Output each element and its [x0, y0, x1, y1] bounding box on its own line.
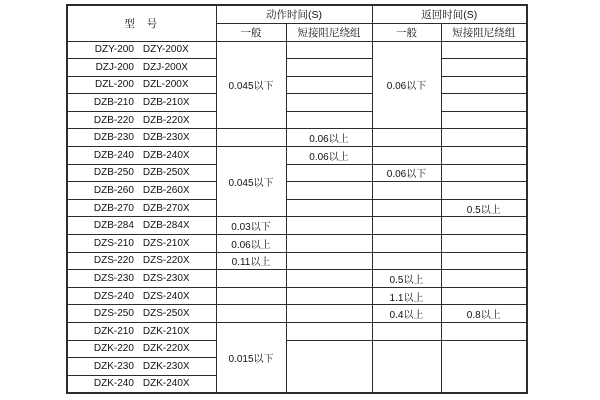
model-name-x: DZS-230X: [142, 273, 190, 285]
model-name-x: DZK-210X: [142, 325, 190, 337]
action-damping-cell: [286, 41, 372, 59]
return-damping-cell: [441, 323, 527, 341]
model-name: DZK-220: [93, 343, 134, 355]
action-general-merged-cell: 0.015以下: [216, 323, 286, 393]
model-name: DZB-220: [93, 114, 134, 126]
model-cell: [67, 111, 216, 129]
action-general-cell: [216, 270, 286, 288]
model-cell: [67, 94, 216, 112]
model-name: DZB-260: [93, 185, 134, 197]
table-body: [67, 41, 527, 393]
return-general-header: 一般: [372, 23, 441, 41]
action-general-cell: 0.06以上: [216, 235, 286, 253]
return-damping-cell: [441, 94, 527, 112]
header-row-1: [67, 5, 527, 23]
return-damping-cell: [441, 164, 527, 182]
action-damping-cell: [286, 287, 372, 305]
table-row: [67, 305, 527, 323]
model-cell: [67, 59, 216, 77]
model-name-x: DZS-220X: [142, 255, 190, 267]
action-damping-merged-cell: [286, 340, 372, 393]
table-row: [67, 182, 527, 200]
action-damping-cell: [286, 235, 372, 253]
model-name: DZS-240: [93, 290, 134, 302]
return-damping-cell: [441, 252, 527, 270]
action-damping-cell: [286, 217, 372, 235]
table-row: [67, 252, 527, 270]
table-row: [67, 94, 527, 112]
action-damping-cell: [286, 199, 372, 217]
return-damping-merged-cell: [441, 340, 527, 393]
model-cell: [67, 76, 216, 94]
model-name-x: DZK-220X: [142, 343, 190, 355]
return-damping-cell: [441, 59, 527, 77]
model-name: DZS-220: [93, 255, 134, 267]
return-time-header: 返回时间(S): [372, 5, 527, 23]
action-general-merged-cell: 0.045以下: [216, 147, 286, 217]
action-general-cell: 0.11以上: [216, 252, 286, 270]
return-general-merged-cell: 0.06以下: [372, 41, 441, 129]
model-name: DZB-270: [93, 202, 134, 214]
action-general-cell: [216, 305, 286, 323]
return-general-cell: 0.06以下: [372, 164, 441, 182]
return-damping-cell: [441, 111, 527, 129]
return-damping-cell: 0.5以上: [441, 199, 527, 217]
action-damping-cell: [286, 76, 372, 94]
model-name-x: DZB-240X: [142, 149, 190, 161]
model-cell: [67, 375, 216, 393]
model-name: DZS-230: [93, 273, 134, 285]
table-header: [67, 5, 527, 41]
model-cell: [67, 164, 216, 182]
model-name-x: DZS-250X: [142, 308, 190, 320]
relay-spec-table: [66, 4, 528, 394]
return-general-cell: 0.5以上: [372, 270, 441, 288]
return-damping-cell: [441, 76, 527, 94]
table-row: [67, 129, 527, 147]
model-cell: [67, 129, 216, 147]
action-damping-cell: [286, 111, 372, 129]
model-name-x: DZB-284X: [142, 220, 190, 232]
action-general-cell: 0.03以下: [216, 217, 286, 235]
model-cell: [67, 305, 216, 323]
model-name: DZL-200: [95, 79, 134, 91]
return-damping-cell: [441, 270, 527, 288]
model-name-x: DZY-200X: [142, 44, 189, 56]
table-row: [67, 199, 527, 217]
table-row: [67, 340, 527, 358]
table-row: [67, 235, 527, 253]
model-name: DZJ-200: [95, 61, 134, 73]
model-name-x: DZS-210X: [142, 237, 190, 249]
model-name: DZB-230: [93, 132, 134, 144]
return-general-cell: [372, 129, 441, 147]
action-damping-cell: [286, 59, 372, 77]
action-general-cell: [216, 129, 286, 147]
model-name: DZB-210: [93, 97, 134, 109]
return-damping-cell: [441, 147, 527, 165]
table-row: [67, 76, 527, 94]
model-cell: [67, 323, 216, 341]
model-name-x: DZB-220X: [142, 114, 190, 126]
action-damping-cell: [286, 305, 372, 323]
action-general-cell: [216, 287, 286, 305]
model-name-x: DZL-200X: [142, 79, 189, 91]
model-cell: [67, 270, 216, 288]
model-name-x: DZB-270X: [142, 202, 190, 214]
model-name: DZK-210: [93, 325, 134, 337]
model-name: DZK-230: [93, 360, 134, 372]
action-damping-cell: [286, 252, 372, 270]
return-general-cell: 0.4以上: [372, 305, 441, 323]
return-damping-cell: [441, 129, 527, 147]
model-name: DZY-200: [94, 44, 134, 56]
action-damping-cell: [286, 323, 372, 341]
return-damping-cell: [441, 182, 527, 200]
model-cell: [67, 182, 216, 200]
return-general-cell: [372, 217, 441, 235]
action-damping-header: 短接阻尼绕组: [286, 23, 372, 41]
action-damping-cell: [286, 182, 372, 200]
table-row: [67, 59, 527, 77]
return-damping-header: 短接阻尼绕组: [441, 23, 527, 41]
return-damping-cell: 0.8以上: [441, 305, 527, 323]
model-name: DZS-250: [93, 308, 134, 320]
model-name: DZS-210: [93, 237, 134, 249]
return-general-cell: [372, 199, 441, 217]
table-row: [67, 111, 527, 129]
table-row: [67, 323, 527, 341]
action-damping-cell: [286, 270, 372, 288]
return-general-merged-cell: [372, 340, 441, 393]
table-row: [67, 164, 527, 182]
model-cell: [67, 199, 216, 217]
model-cell: [67, 358, 216, 376]
model-name-x: DZB-260X: [142, 185, 190, 197]
model-name-x: DZK-230X: [142, 360, 190, 372]
return-general-cell: [372, 252, 441, 270]
return-damping-cell: [441, 235, 527, 253]
model-name: DZB-284: [93, 220, 134, 232]
return-general-cell: [372, 235, 441, 253]
model-cell: [67, 235, 216, 253]
model-cell: [67, 217, 216, 235]
return-general-cell: [372, 147, 441, 165]
action-time-header: 动作时间(S): [216, 5, 372, 23]
table-row: [67, 147, 527, 165]
model-cell: [67, 340, 216, 358]
model-name-x: DZB-230X: [142, 132, 190, 144]
model-name-x: DZK-240X: [142, 378, 190, 390]
return-general-cell: [372, 182, 441, 200]
model-cell: [67, 287, 216, 305]
model-cell: [67, 41, 216, 59]
model-name: DZK-240: [93, 378, 134, 390]
model-cell: [67, 252, 216, 270]
table-row: [67, 41, 527, 59]
table-row: [67, 270, 527, 288]
model-name-x: DZS-240X: [142, 290, 190, 302]
action-general-merged-cell: 0.045以下: [216, 41, 286, 129]
model-cell: [67, 147, 216, 165]
model-name: DZB-240: [93, 149, 134, 161]
action-damping-cell: 0.06以上: [286, 147, 372, 165]
action-damping-cell: [286, 164, 372, 182]
return-damping-cell: [441, 41, 527, 59]
model-name: DZB-250: [93, 167, 134, 179]
action-general-header: 一般: [216, 23, 286, 41]
table-row: [67, 287, 527, 305]
model-name-x: DZB-210X: [142, 97, 190, 109]
model-name-x: DZJ-200X: [142, 61, 188, 73]
model-column-header: 型 号: [67, 5, 216, 41]
action-damping-cell: 0.06以上: [286, 129, 372, 147]
return-general-cell: 1.1以上: [372, 287, 441, 305]
model-name-x: DZB-250X: [142, 167, 190, 179]
return-general-cell: [372, 323, 441, 341]
return-damping-cell: [441, 217, 527, 235]
action-damping-cell: [286, 94, 372, 112]
return-damping-cell: [441, 287, 527, 305]
table-row: [67, 217, 527, 235]
